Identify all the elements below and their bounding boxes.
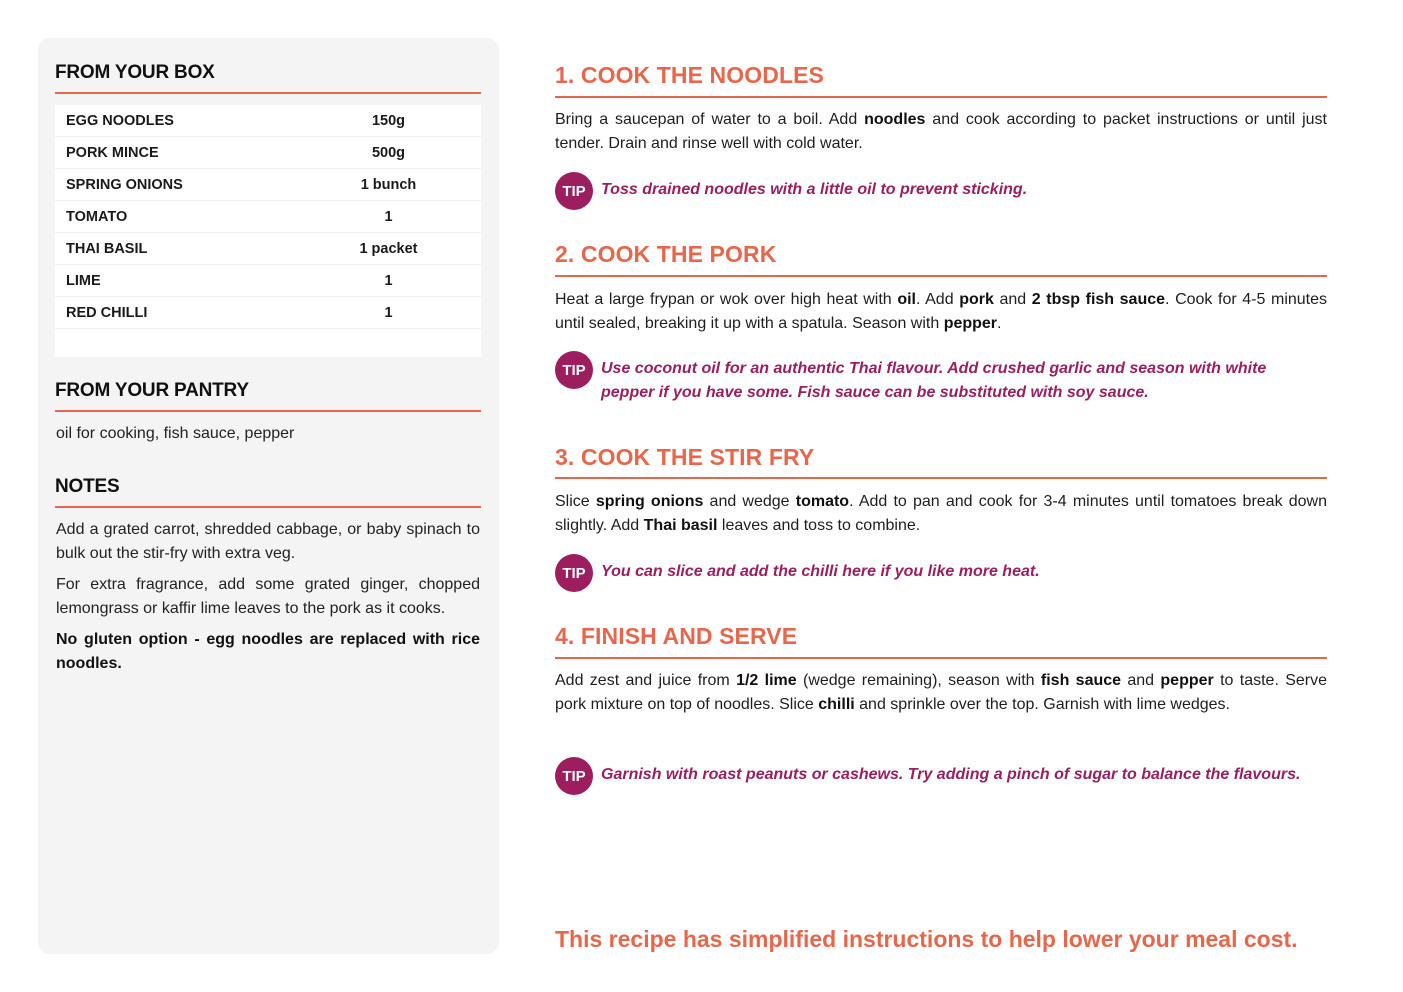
body-text: . Add (915, 291, 960, 308)
tip-callout (555, 763, 1327, 795)
tip-text: You can slice and add the chilli here if you like more heat. (601, 563, 1040, 580)
ingredient-qty: 1 (384, 272, 393, 289)
ingredient-name: SPRING ONIONS (66, 176, 183, 193)
bold-ingredient: 2 tbsp fish sauce (1031, 291, 1166, 308)
body-text: and sprinkle over the top. Garnish with lime wedges. (854, 695, 1230, 713)
bold-ingredient: Thai basil (643, 516, 718, 534)
body-text: Bring a saucepan of water to a boil. Add (555, 111, 865, 128)
body-text: . Cook for 4-5 minutes until sealed, breaking it up with a spatula. Season with (555, 291, 1328, 332)
tip-text: Garnish with roast peanuts or cashews. Try adding a pinch of sugar to balance the flavours. (601, 766, 1301, 783)
notes-heading-rule (55, 506, 481, 508)
table-row (55, 169, 481, 201)
step-title: 2. COOK THE PORK (555, 241, 777, 267)
note-paragraph: For extra fragrance, add some grated ginger, chopped lemongrass or kaffir lime leaves to the pork as it cooks. (56, 576, 480, 617)
ingredient-qty: 1 packet (359, 240, 418, 257)
step-body (555, 108, 1327, 155)
body-text: (wedge remaining), season with (796, 672, 1041, 689)
gluten-note: No gluten option - egg noodles are replaced with rice noodles. (56, 631, 480, 672)
table-row (55, 233, 481, 265)
tip-callout (555, 357, 1327, 404)
bold-ingredient: tomato (795, 493, 850, 510)
table-row (55, 265, 481, 297)
ingredient-name: PORK MINCE (66, 144, 159, 161)
tip-callout (555, 560, 1327, 592)
step-rule (555, 96, 1327, 98)
ingredient-name: RED CHILLI (66, 304, 148, 321)
pantry-heading: FROM YOUR PANTRY (55, 380, 249, 401)
box-heading: FROM YOUR BOX (55, 62, 215, 83)
tip-text: Toss drained noodles with a little oil to prevent sticking. (601, 181, 1028, 198)
ingredient-qty: 150g (371, 112, 406, 129)
ingredients-table (55, 105, 481, 357)
ingredient-qty: 500g (371, 144, 406, 161)
tip-badge: TIP (555, 351, 593, 389)
tip-callout (555, 178, 1327, 210)
table-row (55, 105, 481, 137)
bold-ingredient: fish sauce (1040, 672, 1122, 689)
box-heading-rule (55, 92, 481, 94)
tip-badge: TIP (555, 757, 593, 795)
body-text: and (1121, 672, 1161, 689)
table-row (55, 137, 481, 169)
body-text: and wedge (703, 493, 796, 510)
ingredient-qty: 1 (384, 304, 393, 321)
body-text: Slice (555, 493, 596, 510)
step-title: 4. FINISH AND SERVE (555, 623, 798, 649)
body-text: Add zest and juice from (555, 672, 737, 689)
bold-ingredient: 1/2 lime (736, 672, 797, 689)
notes-heading: NOTES (55, 476, 120, 497)
step-body (555, 669, 1327, 716)
ingredient-name: THAI BASIL (66, 240, 148, 257)
bold-ingredient: oil (897, 291, 916, 308)
ingredient-name: TOMATO (66, 208, 128, 225)
body-text: to taste. Serve pork mixture on top of noodles. Slice (555, 672, 1328, 713)
ingredient-qty: 1 bunch (360, 176, 417, 193)
footer-note: This recipe has simplified instructions to help lower your meal cost. (555, 926, 1298, 952)
ingredient-name: LIME (66, 272, 101, 289)
body-text: and cook according to packet instructions or until just tender. Drain and rinse well with cold water. (555, 111, 1327, 152)
tip-badge: TIP (555, 172, 593, 210)
table-row (55, 201, 481, 233)
bold-ingredient: pork (959, 291, 994, 308)
body-text: Heat a large frypan or wok over high heat with (555, 291, 898, 308)
sidebar-panel (38, 38, 499, 954)
body-text: leaves and toss to combine. (717, 516, 921, 534)
bold-ingredient: chilli (818, 695, 855, 713)
pantry-text: oil for cooking, fish sauce, pepper (56, 425, 295, 442)
step-body (555, 288, 1327, 335)
table-row (55, 297, 481, 329)
step-rule (555, 275, 1327, 277)
step-rule (555, 657, 1327, 659)
step-title: 1. COOK THE NOODLES (555, 62, 824, 88)
body-text: and (993, 291, 1032, 308)
tip-text: Use coconut oil for an authentic Thai flavour. Add crushed garlic and season with white pepper if you have some. Fish sauce can be substituted with soy sauce. (601, 360, 1267, 401)
body-text: . (997, 314, 1002, 332)
bold-ingredient: spring onions (595, 493, 704, 510)
ingredient-qty: 1 (384, 208, 393, 225)
body-text: . Add to pan and cook for 3-4 minutes until tomatoes break down slightly. Add (555, 493, 1327, 534)
bold-ingredient: noodles (864, 111, 926, 128)
step-title: 3. COOK THE STIR FRY (555, 444, 815, 470)
ingredient-name: EGG NOODLES (66, 112, 174, 129)
note-paragraph: Add a grated carrot, shredded cabbage, or baby spinach to bulk out the stir-fry with extra veg. (56, 521, 480, 562)
step-rule (555, 477, 1327, 479)
bold-ingredient: pepper (943, 314, 998, 332)
tip-badge: TIP (555, 554, 593, 592)
bold-ingredient: pepper (1160, 672, 1214, 689)
step-body (555, 490, 1327, 537)
notes-block (56, 518, 480, 683)
pantry-heading-rule (55, 410, 481, 412)
